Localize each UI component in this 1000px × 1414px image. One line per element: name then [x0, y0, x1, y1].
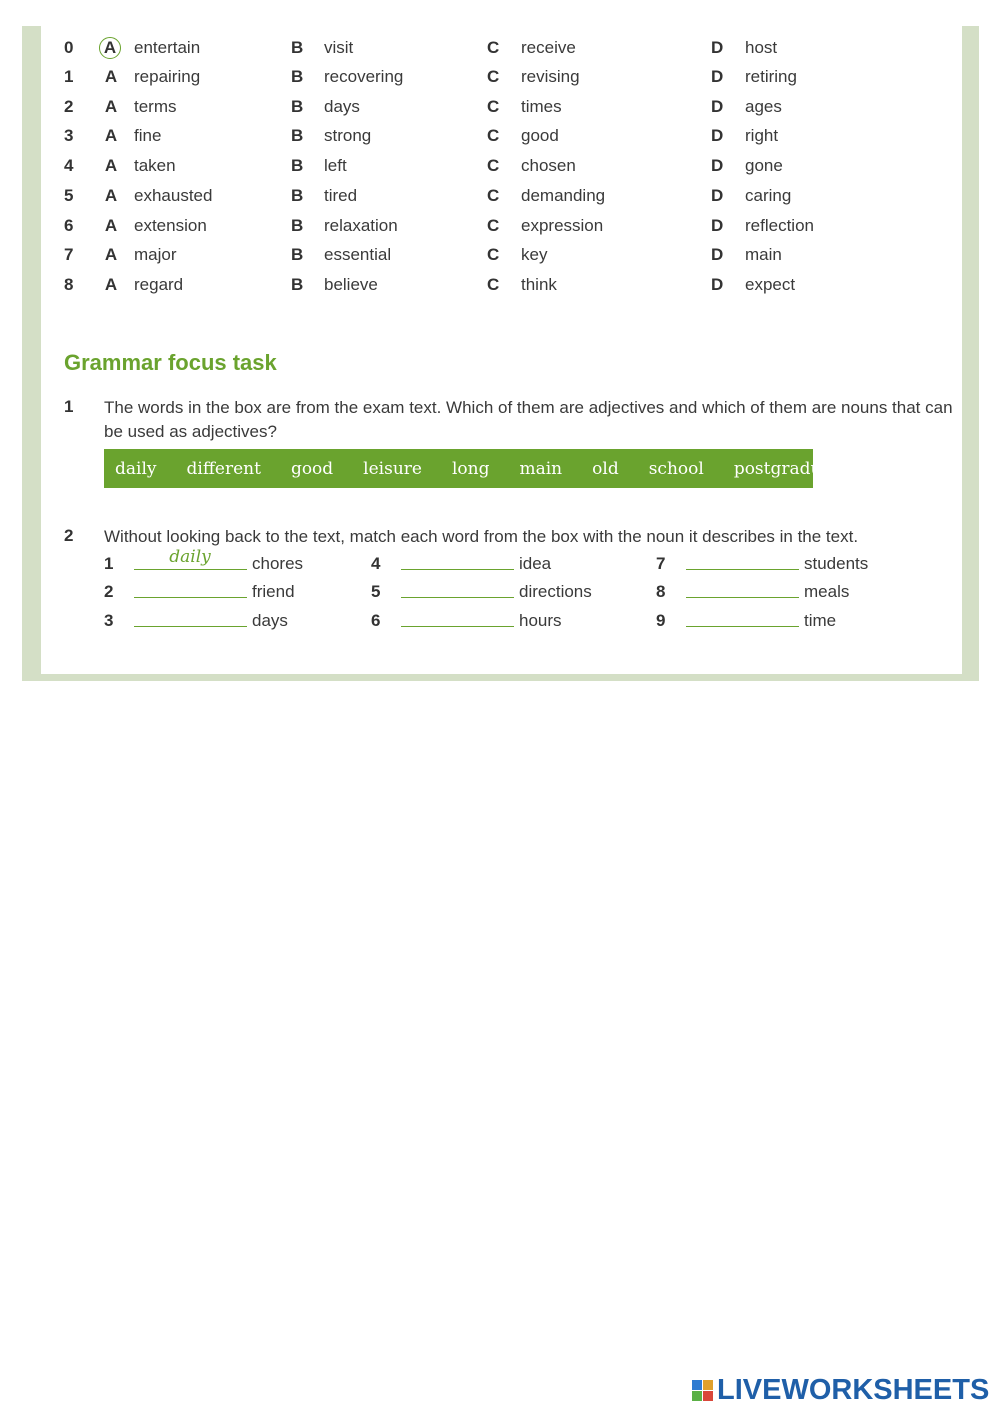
option-d-word[interactable]: right	[745, 126, 779, 145]
answer-line[interactable]	[134, 597, 247, 598]
option-c-word[interactable]: chosen	[521, 156, 576, 175]
option-c-word[interactable]: good	[521, 126, 559, 145]
option-c-word[interactable]: key	[521, 245, 548, 264]
answer-line[interactable]	[401, 569, 514, 570]
option-c-word[interactable]: receive	[521, 38, 576, 57]
option-d-word[interactable]: host	[745, 38, 778, 57]
option-d-letter[interactable]: D	[711, 156, 724, 175]
gap-number: 1	[104, 554, 114, 573]
option-a-word[interactable]: repairing	[134, 67, 201, 86]
answer-line[interactable]	[686, 569, 799, 570]
option-c-letter[interactable]: C	[487, 245, 500, 264]
question-number: 2	[64, 97, 74, 116]
question-number: 8	[64, 275, 74, 294]
option-b-letter[interactable]: B	[291, 156, 304, 175]
gap-number: 6	[371, 611, 381, 630]
question-number: 4	[64, 156, 74, 175]
option-c-letter[interactable]: C	[487, 126, 500, 145]
option-c-letter[interactable]: C	[487, 275, 500, 294]
gap-item	[371, 608, 651, 634]
option-b-word[interactable]: recovering	[324, 67, 404, 86]
option-d-letter[interactable]: D	[711, 216, 724, 235]
logo-grid-icon	[692, 1380, 713, 1401]
gap-number: 9	[656, 611, 666, 630]
liveworksheets-logo[interactable]	[692, 1374, 989, 1406]
question-number: 6	[64, 216, 74, 235]
option-a-word[interactable]: entertain	[134, 38, 201, 57]
option-d-letter[interactable]: D	[711, 126, 724, 145]
option-c-word[interactable]: think	[521, 275, 557, 294]
gap-noun: meals	[804, 582, 850, 601]
option-d-letter[interactable]: D	[711, 275, 724, 294]
answer-line[interactable]	[686, 597, 799, 598]
answer-line[interactable]	[134, 626, 247, 627]
question-number: 0	[64, 38, 74, 57]
word-box-item: old	[592, 458, 619, 479]
answer-line[interactable]	[686, 626, 799, 627]
answer-line[interactable]	[401, 626, 514, 627]
option-b-letter[interactable]: B	[291, 216, 304, 235]
gap-noun: time	[804, 611, 837, 630]
section-title: Grammar focus task	[64, 350, 277, 375]
option-a-word[interactable]: terms	[134, 97, 177, 116]
mc-row	[0, 35, 1000, 61]
option-a-word[interactable]: exhausted	[134, 186, 213, 205]
option-a-letter[interactable]: A	[104, 156, 118, 175]
option-b-word[interactable]: tired	[324, 186, 358, 205]
option-d-letter[interactable]: D	[711, 186, 724, 205]
task-instruction: The words in the box are from the exam text. Which of them are adjectives and which of them are nouns that can be used as adjectives?	[104, 398, 953, 441]
question-number: 7	[64, 245, 74, 264]
mc-row	[0, 94, 1000, 120]
word-box-item: leisure	[363, 458, 422, 479]
option-b-letter[interactable]: B	[291, 67, 304, 86]
mc-row	[0, 183, 1000, 209]
gap-item	[371, 551, 651, 577]
gap-number: 4	[371, 554, 381, 573]
logo-text: LIVEWORKSHEETS	[717, 1373, 990, 1406]
mc-row	[0, 153, 1000, 179]
option-d-word[interactable]: retiring	[745, 67, 797, 86]
handwritten-answer[interactable]: daily	[169, 547, 211, 567]
question-number: 3	[64, 126, 74, 145]
option-c-word[interactable]: times	[521, 97, 562, 116]
option-b-word[interactable]: visit	[324, 38, 354, 57]
word-box-item: different	[186, 458, 261, 479]
option-d-letter[interactable]: D	[711, 245, 724, 264]
option-d-word[interactable]: expect	[745, 275, 796, 294]
option-d-word[interactable]: caring	[745, 186, 792, 205]
option-b-word[interactable]: believe	[324, 275, 378, 294]
gap-noun: students	[804, 554, 869, 573]
option-a-letter[interactable]: A	[104, 245, 118, 264]
option-c-word[interactable]: expression	[521, 216, 604, 235]
task-instruction: Without looking back to the text, match each word from the box with the noun it describes in the text.	[104, 527, 859, 546]
option-c-letter[interactable]: C	[487, 216, 500, 235]
answer-line[interactable]	[134, 569, 247, 570]
gap-number: 3	[104, 611, 114, 630]
task-number: 1	[64, 397, 74, 416]
gap-item	[371, 579, 651, 605]
option-b-word[interactable]: days	[324, 97, 360, 116]
word-box-item: postgraduate	[733, 458, 849, 479]
option-a-word[interactable]: fine	[134, 126, 162, 145]
word-box-item: daily	[115, 458, 157, 479]
word-box-item: school	[648, 458, 704, 479]
gap-item	[104, 547, 364, 577]
mc-row	[0, 242, 1000, 268]
option-a-letter[interactable]: A	[104, 126, 118, 145]
question-number: 5	[64, 186, 74, 205]
gap-item	[656, 551, 936, 577]
option-a-letter[interactable]: A	[104, 186, 118, 205]
gap-noun: days	[252, 611, 288, 630]
gap-noun: hours	[519, 611, 562, 630]
word-box-item: long	[451, 458, 490, 479]
option-a-letter[interactable]: A	[104, 67, 118, 86]
mc-row	[0, 213, 1000, 239]
option-c-letter[interactable]: C	[487, 38, 500, 57]
option-d-word[interactable]: gone	[745, 156, 783, 175]
answer-line[interactable]	[401, 597, 514, 598]
mc-row	[0, 272, 1000, 298]
option-d-letter[interactable]: D	[711, 67, 724, 86]
mc-row	[0, 123, 1000, 149]
option-c-letter[interactable]: C	[487, 186, 500, 205]
option-a-word[interactable]: regard	[134, 275, 184, 294]
option-c-word[interactable]: revising	[521, 67, 580, 86]
option-a-letter[interactable]: A	[104, 216, 118, 235]
question-number: 1	[64, 67, 74, 86]
gap-noun: idea	[519, 554, 552, 573]
option-d-letter[interactable]: D	[711, 38, 724, 57]
option-d-letter[interactable]: D	[711, 97, 724, 116]
option-c-letter[interactable]: C	[487, 156, 500, 175]
option-b-word[interactable]: left	[324, 156, 347, 175]
gap-item	[104, 579, 364, 605]
option-c-letter[interactable]: C	[487, 97, 500, 116]
option-a-word[interactable]: major	[134, 245, 177, 264]
gap-number: 2	[104, 582, 114, 601]
option-a-letter[interactable]: A	[104, 97, 118, 116]
option-b-letter[interactable]: B	[291, 245, 304, 264]
option-b-letter[interactable]: B	[291, 38, 304, 57]
option-a-word[interactable]: taken	[134, 156, 176, 175]
word-box-item: good	[290, 458, 334, 479]
gap-noun: chores	[252, 554, 304, 573]
option-c-letter[interactable]: C	[487, 67, 500, 86]
option-a-word[interactable]: extension	[134, 216, 207, 235]
option-d-word[interactable]: reflection	[745, 216, 814, 235]
option-b-letter[interactable]: B	[291, 186, 304, 205]
gap-number: 5	[371, 582, 381, 601]
option-b-letter[interactable]: B	[291, 275, 304, 294]
option-b-letter[interactable]: B	[291, 97, 304, 116]
option-d-word[interactable]: main	[745, 245, 782, 264]
option-b-word[interactable]: relaxation	[324, 216, 398, 235]
gap-number: 8	[656, 582, 666, 601]
gap-item	[656, 608, 936, 634]
option-b-letter[interactable]: B	[291, 126, 304, 145]
option-c-word[interactable]: demanding	[521, 186, 606, 205]
gap-number: 7	[656, 554, 666, 573]
mc-row	[0, 64, 1000, 90]
gap-noun: friend	[252, 582, 295, 601]
gap-item	[656, 579, 936, 605]
task-number: 2	[64, 526, 74, 545]
option-a-letter[interactable]: A	[104, 275, 118, 294]
word-box-item: main	[519, 458, 563, 479]
option-a-letter-selected[interactable]: A	[99, 37, 121, 59]
option-b-word[interactable]: strong	[324, 126, 372, 145]
word-box	[104, 449, 849, 488]
option-b-word[interactable]: essential	[324, 245, 392, 264]
gap-noun: directions	[519, 582, 592, 601]
option-d-word[interactable]: ages	[745, 97, 782, 116]
gap-item	[104, 608, 364, 634]
